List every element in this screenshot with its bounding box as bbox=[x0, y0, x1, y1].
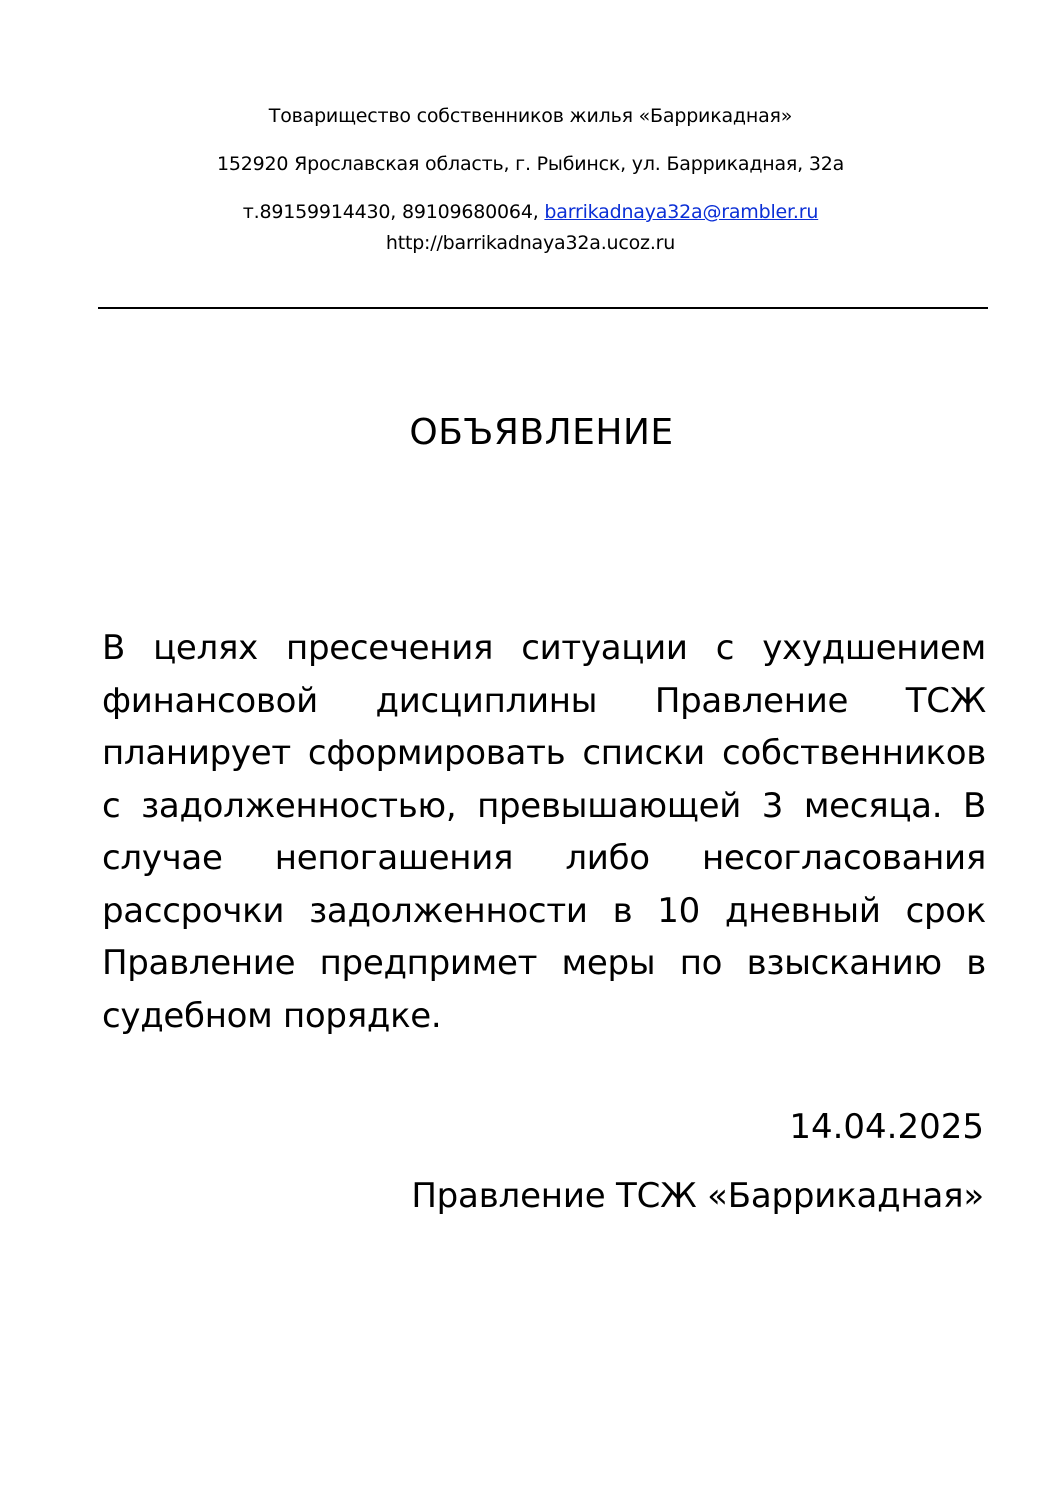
email-link[interactable]: barrikadnaya32a@rambler.ru bbox=[544, 201, 819, 223]
contact-line bbox=[0, 201, 1061, 223]
signature: Правление ТСЖ «Баррикадная» bbox=[411, 1176, 984, 1216]
announcement-body: В целях пресечения ситуации с ухудшением финансовой дисциплины Правление ТСЖ планирует сформировать списки собственников с задолженностью, превышающей 3 месяца. В случае непогашения либо несогласования рассрочки задолженности в 10 дневный срок Правление предпримет меры по взысканию в судебном порядке. bbox=[102, 628, 986, 1036]
header-divider bbox=[98, 307, 988, 309]
announcement-title: ОБЪЯВЛЕНИЕ bbox=[409, 412, 674, 453]
website-url: http://barrikadnaya32a.ucoz.ru bbox=[385, 232, 676, 254]
organization-name: Товарищество собственников жилья «Баррикадная» bbox=[268, 105, 793, 127]
organization-address: 152920 Ярославская область, г. Рыбинск, ул. Баррикадная, 32а bbox=[216, 153, 845, 175]
announcement-date: 14.04.2025 bbox=[789, 1107, 984, 1147]
phone-numbers: т.89159914430, 89109680064, bbox=[242, 201, 545, 223]
